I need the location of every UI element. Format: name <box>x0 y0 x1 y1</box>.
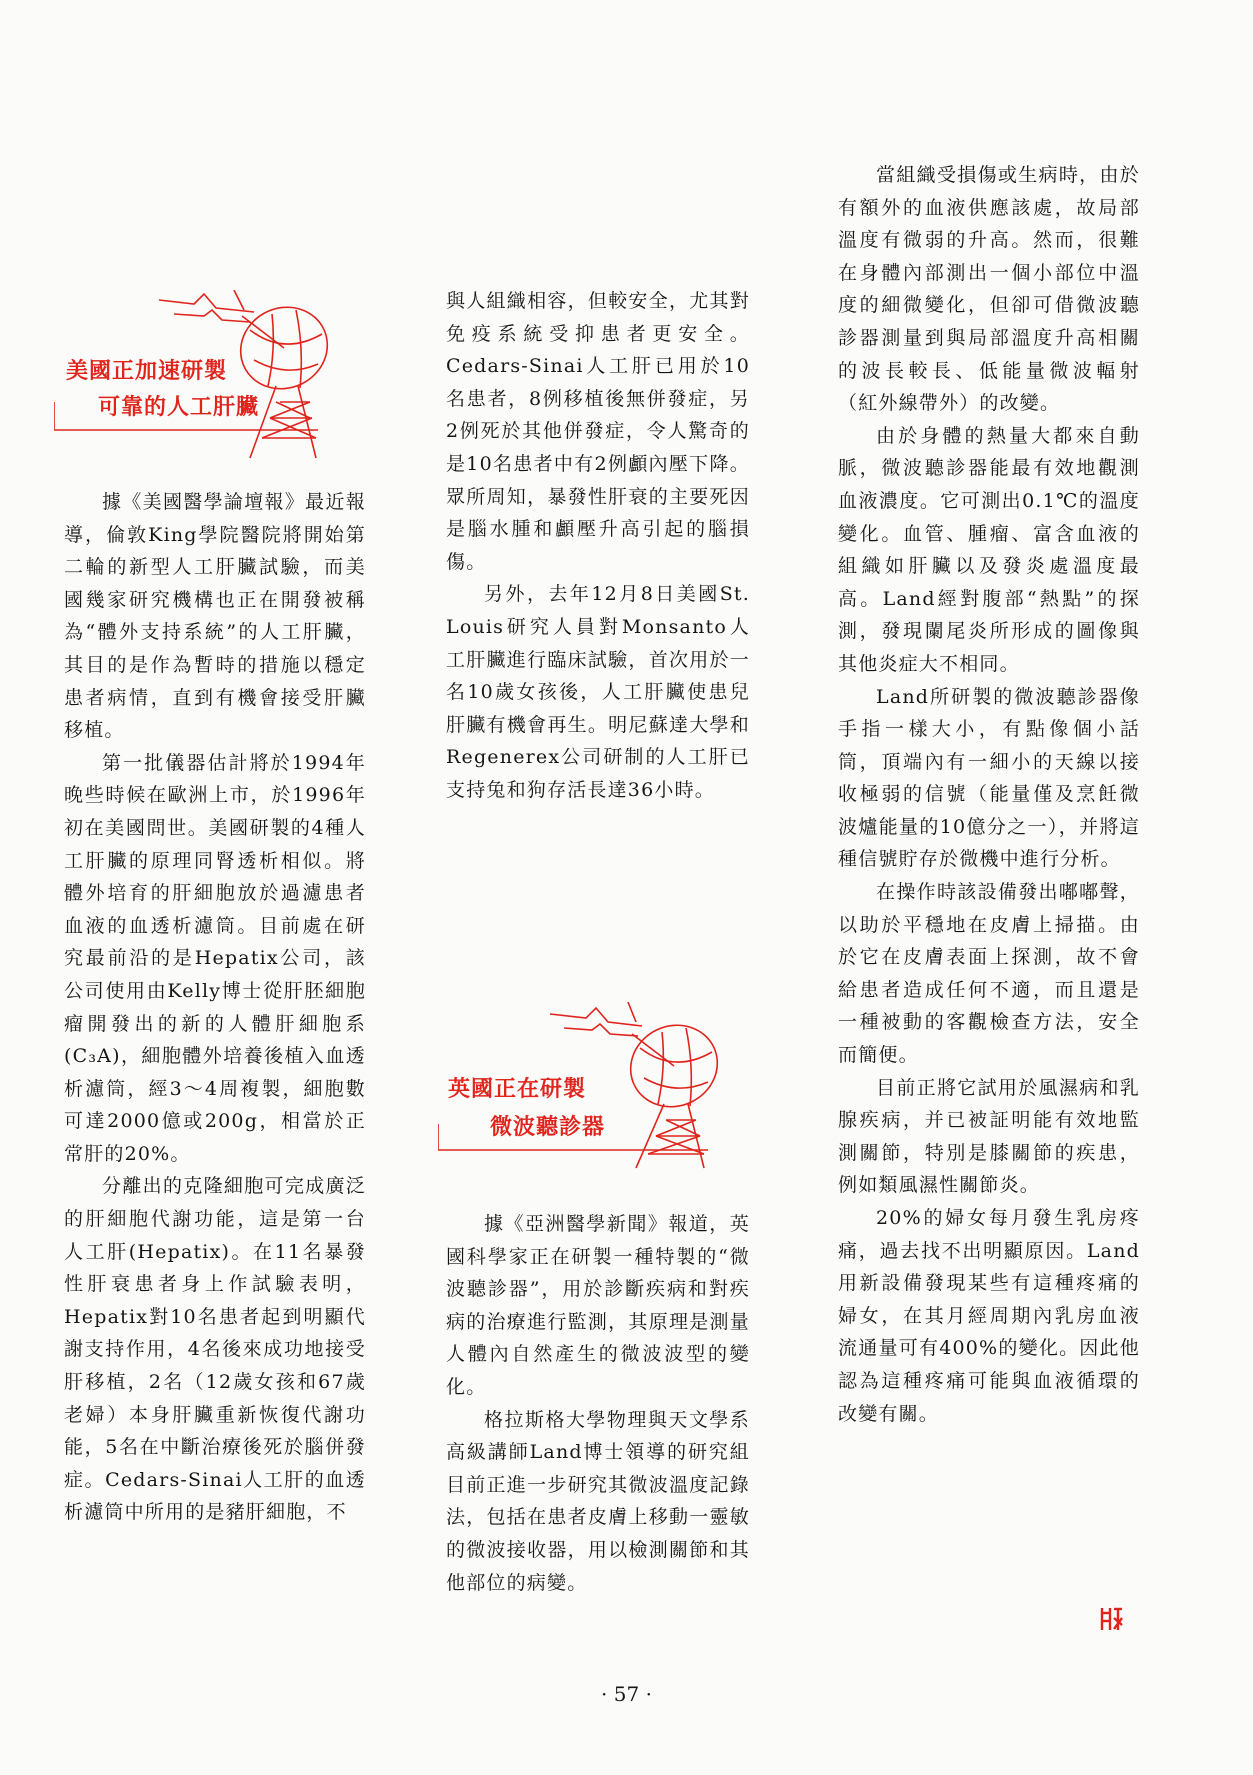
headline-title-line-1: 美國正加速研製 <box>66 359 228 384</box>
headline-title-line-1: 英國正在研製 <box>448 1077 587 1102</box>
paragraph: 另外，去年12月8日美國St. Louis研究人員對Monsanto人工肝臟進行臨床試驗，首次用於一名10歲女孩後，人工肝臟使患兒肝臟有機會再生。明尼蘇達大學和Regenerex公司研制的人工肝已支持兔和狗存活長達36小時。 <box>446 583 750 801</box>
left-column <box>64 486 366 1529</box>
paragraph: 當組織受損傷或生病時，由於有額外的血液供應該處，故局部溫度有微弱的升高。然而，很難在身體內部測出一個小部位中溫度的細微變化，但卻可借微波聽診器測量到與局部溫度升高相關的波長較長、低能量微波輻射（紅外線帶外）的改變。 <box>838 164 1140 415</box>
paragraph: 據《亞洲醫學新聞》報道，英國科學家正在研製一種特製的“微波聽診器”，用於診斷疾病和對疾病的治療進行監測，其原理是測量人體內自然產生的微波波型的變化。 <box>446 1213 750 1398</box>
end-mark-icon <box>1099 1605 1125 1633</box>
right-column <box>838 159 1140 1430</box>
paragraph: 據《美國醫學論壇報》最近報導，倫敦King學院醫院將開始第二輪的新型人工肝臟試驗，而美國幾家研究機構也正在開發被稱為“體外支持系統”的人工肝臟，其目的是作為暫時的措施以穩定患者病情，直到有機會接受肝臟移植。 <box>64 491 366 742</box>
headline-title-line-2: 微波聽診器 <box>490 1115 606 1140</box>
paragraph: 格拉斯格大學物理與天文學系高級講師Land博士領導的研究組目前正進一步研究其微波溫度記錄法，包括在患者皮膚上移動一靈敏的微波接收器，用以檢測關節和其他部位的病變。 <box>446 1408 750 1594</box>
paragraph: 在操作時該設備發出嘟嘟聲，以助於平穩地在皮膚上掃描。由於它在皮膚表面上探測，故不會給患者造成任何不適，而且還是一種被動的客觀檢查方法，安全而簡便。 <box>838 881 1140 1067</box>
headline-artificial-liver <box>54 290 414 460</box>
paragraph: Land所研製的微波聽診器像手指一樣大小，有點像個小話筒，頂端內有一細小的天線以接收極弱的信號（能量僅及烹飪微波爐能量的10億分之一），并將這種信號貯存於微機中進行分析。 <box>838 685 1140 871</box>
middle-column-top <box>446 285 750 807</box>
paragraph: 20%的婦女每月發生乳房疼痛，過去找不出明顯原因。Land用新設備發現某些有這種疼痛的婦女，在其月經周期內乳房血液流通量可有400%的變化。因此他認為這種疼痛可能與血液循環的改變有關。 <box>838 1207 1140 1425</box>
paragraph: 第一批儀器估計將於1994年晚些時候在歐洲上市，於1996年初在美國問世。美國研製的4種人工肝臟的原理同腎透析相似。將體外培育的肝細胞放於過濾患者血液的血透析濾筒。目前處在研究最前沿的是Hepatix公司，該公司使用由Kelly博士從肝胚細胞瘤開發出的新的人體肝細胞系(C₃A)，細胞體外培養後植入血透析濾筒，經3～4周複製，細胞數可達2000億或200g，相當於正常肝的20%。 <box>64 751 366 1165</box>
paragraph: 與人組織相容，但較安全，尤其對免疫系統受抑患者更安全。Cedars-Sinai人工肝已用於10名患者，8例移植後無併發症，另2例死於其他併發症，令人驚奇的是10名患者中有2例顱內壓下降。眾所周知，暴發性肝衰的主要死因是腦水腫和顱壓升高引起的腦損傷。 <box>446 290 750 573</box>
paragraph: 目前正將它試用於風濕病和乳腺疾病，并已被証明能有效地監測關節，特別是膝關節的疾患，例如類風濕性關節炎。 <box>838 1076 1140 1197</box>
headline-title-line-2: 可靠的人工肝臟 <box>98 395 260 420</box>
page-number: · 57 · <box>601 1682 652 1706</box>
headline-microwave-stethoscope <box>438 1000 798 1170</box>
middle-column-bottom <box>446 1208 750 1599</box>
paragraph: 分離出的克隆細胞可完成廣泛的肝細胞代謝功能，這是第一台人工肝(Hepatix)。在11名暴發性肝衰患者身上作試驗表明，Hepatix對10名患者起到明顯代謝支持作用，4名後來成功地接受肝移植，2名（12歲女孩和67歲老婦）本身肝臟重新恢復代謝功能，5名在中斷治療後死於腦併發症。Cedars-Sinai人工肝的血透析濾筒中所用的是豬肝細胞，不 <box>64 1175 366 1524</box>
paragraph: 由於身體的熱量大都來自動脈，微波聽診器能最有效地觀測血液濃度。它可測出0.1℃的溫度變化。血管、腫瘤、富含血液的組織如肝臟以及發炎處溫度最高。Land經對腹部“熱點”的探測，發現闌尾炎所形成的圖像與其他炎症大不相同。 <box>838 424 1140 675</box>
